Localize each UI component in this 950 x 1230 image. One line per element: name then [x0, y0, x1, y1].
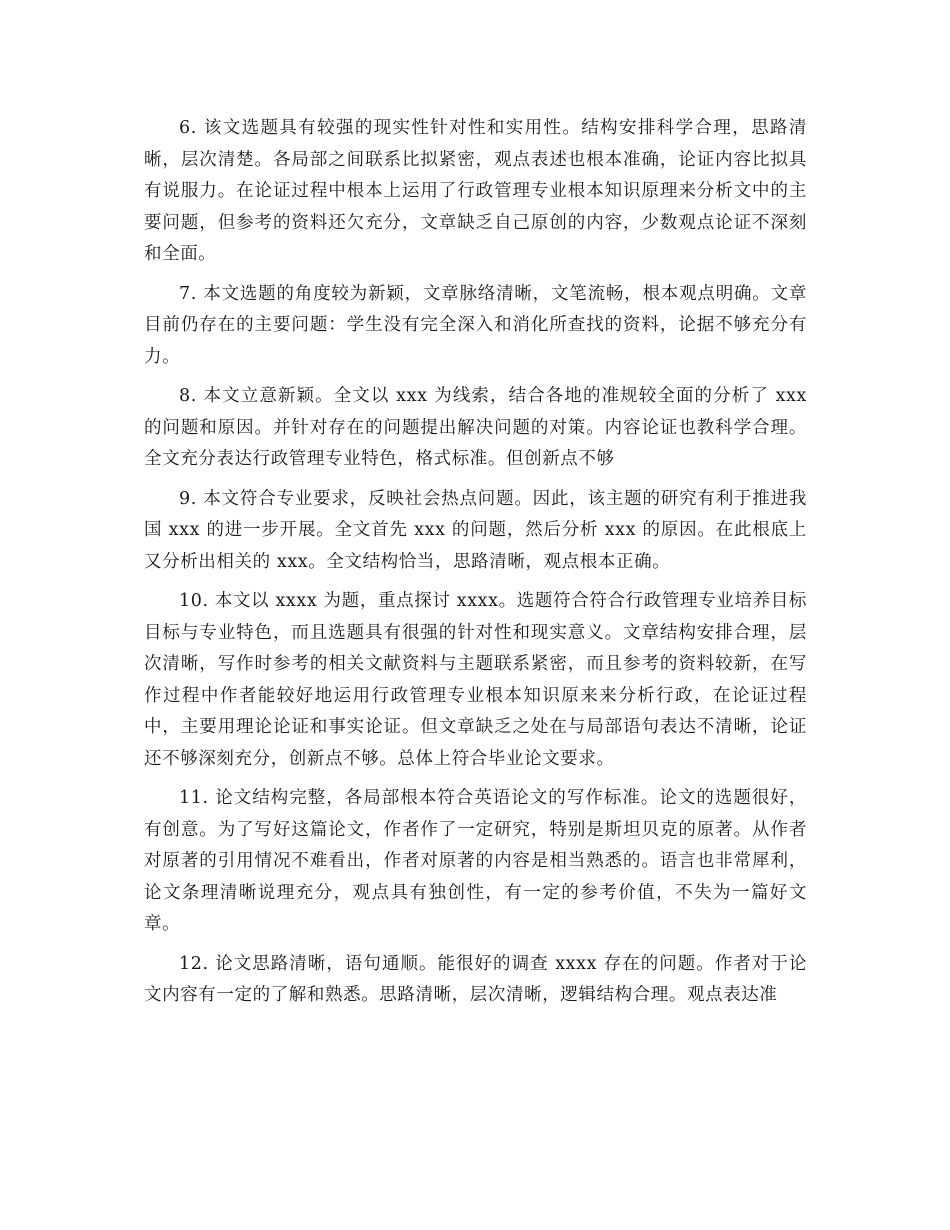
document-body	[144, 113, 807, 1020]
paragraph-6: 6. 该文选题具有较强的现实性针对性和实用性。结构安排科学合理，思路清晰，层次清楚。各局部之间联系比拟紧密，观点表述也根本准确，论证内容比拟具有说服力。在论证过程中根本上运用了行政管理专业根本知识原理来分析文中的主要问题，但参考的资料还欠充分，文章缺乏自己原创的内容，少数观点论证不深刻和全面。	[144, 118, 807, 264]
paragraph-10: 10. 本文以 xxxx 为题，重点探讨 xxxx。选题符合符合行政管理专业培养目标目标与专业特色，而且选题具有很强的针对性和现实意义。文章结构安排合理，层次清晰，写作时参考的相关文献资料与主题联系紧密，而且参考的资料较新，在写作过程中作者能较好地运用行政管理专业根本知识原来来分析行政，在论证过程中，主要用理论论证和事实论证。但文章缺乏之处在与局部语句表达不清晰，论证还不够深刻充分，创新点不够。总体上符合毕业论文要求。	[144, 591, 807, 769]
paragraph-8: 8. 本文立意新颖。全文以 xxx 为线索，结合各地的准规较全面的分析了 xxx 的问题和原因。并针对存在的问题提出解决问题的对策。内容论证也教科学合理。全文充分表达行政管理专业特色，格式标准。但创新点不够	[144, 386, 807, 469]
paragraph-12: 12. 论文思路清晰，语句通顺。能很好的调查 xxxx 存在的问题。作者对于论文内容有一定的了解和熟悉。思路清晰，层次清晰，逻辑结构合理。观点表达准	[144, 953, 807, 1005]
paragraph-7: 7. 本文选题的角度较为新颖，文章脉络清晰，文笔流畅，根本观点明确。文章目前仍存在的主要问题：学生没有完全深入和消化所查找的资料，论据不够充分有力。	[144, 283, 807, 367]
paragraph-11: 11. 论文结构完整，各局部根本符合英语论文的写作标准。论文的选题很好，有创意。为了写好这篇论文，作者作了一定研究，特别是斯坦贝克的原著。从作者对原著的引用情况不难看出，作者对原著的内容是相当熟悉的。语言也非常犀利，论文条理清晰说理充分，观点具有独创性，有一定的参考价值，不失为一篇好文章。	[144, 788, 807, 934]
paragraph-9: 9. 本文符合专业要求，反映社会热点问题。因此，该主题的研究有利于推进我国 xxx 的进一步开展。全文首先 xxx 的问题，然后分析 xxx 的原因。在此根底上又分析出相关的 xxx。全文结构恰当，思路清晰，观点根本正确。	[144, 488, 807, 572]
